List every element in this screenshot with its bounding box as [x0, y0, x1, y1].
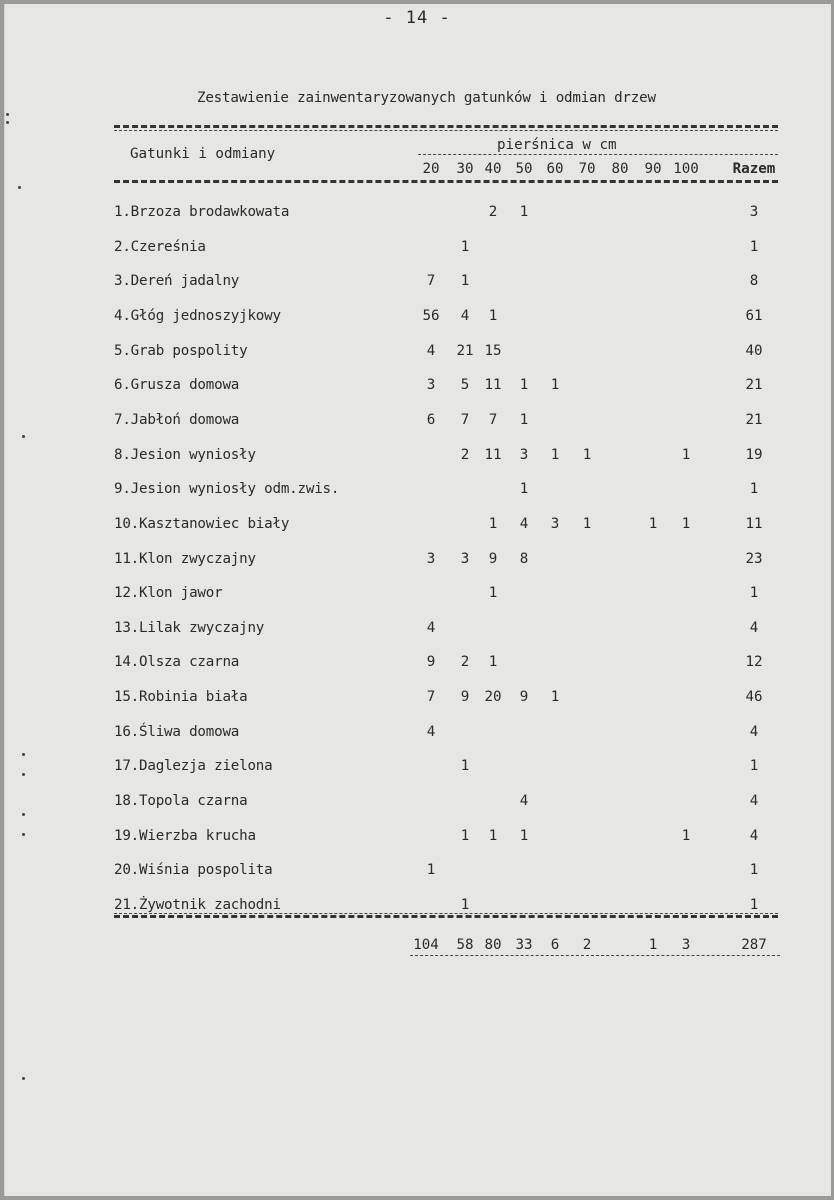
column-header-total: Razem [732, 161, 776, 177]
column-header-30: 30 [456, 161, 474, 177]
count-cell: 3 [426, 550, 436, 567]
species-name: 16.Śliwa domowa [114, 723, 240, 740]
species-name: 21.Żywotnik zachodni [114, 897, 281, 913]
row-total: 4 [749, 619, 759, 636]
count-cell: 1 [460, 827, 470, 844]
species-name: 17.Daglezja zielona [114, 758, 273, 775]
last-row-rule [114, 913, 778, 914]
count-cell: 1 [681, 827, 691, 844]
column-header-40: 40 [484, 161, 502, 177]
count-cell: 3 [460, 550, 470, 567]
scan-speck [18, 186, 21, 189]
grand-total: 287 [741, 937, 767, 953]
count-cell: 4 [426, 723, 436, 740]
scan-speck [22, 773, 25, 776]
species-name: 11.Klon zwyczajny [114, 550, 256, 567]
column-total: 104 [413, 937, 439, 953]
row-total: 11 [745, 515, 763, 532]
species-name: 2.Czereśnia [114, 238, 206, 255]
count-cell: 4 [460, 307, 470, 324]
count-cell: 1 [460, 238, 470, 255]
species-name: 12.Klon jawor [114, 585, 223, 602]
row-total: 1 [749, 238, 759, 255]
count-cell: 1 [519, 481, 529, 498]
count-cell: 9 [460, 689, 470, 706]
count-cell: 3 [550, 515, 560, 532]
row-total: 1 [749, 585, 759, 602]
scan-speck [6, 121, 9, 124]
count-cell: 1 [426, 862, 436, 879]
row-total: 1 [749, 897, 759, 913]
table-bottom-rule [114, 915, 778, 918]
column-header-50: 50 [515, 161, 533, 177]
count-cell: 1 [519, 377, 529, 394]
count-cell: 8 [519, 550, 529, 567]
species-name: 5.Grab pospolity [114, 342, 248, 359]
scan-speck [22, 753, 25, 756]
table-title: Zestawienie zainwentaryzowanych gatunków i odmian drzew [197, 90, 656, 106]
species-name: 18.Topola czarna [114, 793, 248, 810]
count-cell: 7 [426, 689, 436, 706]
count-cell: 7 [460, 411, 470, 428]
count-cell: 1 [681, 446, 691, 463]
page-number: - 14 - [383, 8, 451, 28]
species-name: 13.Lilak zwyczajny [114, 619, 265, 636]
top-rule-second [114, 130, 778, 131]
count-cell: 11 [484, 377, 502, 394]
row-total: 46 [745, 689, 763, 706]
count-cell: 1 [460, 273, 470, 290]
row-total: 21 [745, 377, 763, 394]
row-total: 1 [749, 481, 759, 498]
count-cell: 9 [519, 689, 529, 706]
count-cell: 1 [488, 585, 498, 602]
column-total: 6 [550, 937, 560, 953]
count-cell: 1 [582, 446, 592, 463]
count-cell: 6 [426, 411, 436, 428]
count-cell: 56 [422, 307, 440, 324]
count-cell: 1 [550, 446, 560, 463]
column-total: 58 [456, 937, 474, 953]
species-name: 7.Jabłoń domowa [114, 411, 240, 428]
count-cell: 4 [519, 793, 529, 810]
row-total: 8 [749, 273, 759, 290]
species-column-header: Gatunki i odmiany [130, 146, 276, 162]
count-cell: 1 [681, 515, 691, 532]
diameter-header: pierśnica w cm [497, 137, 617, 153]
count-cell: 7 [488, 411, 498, 428]
species-name: 8.Jesion wyniosły [114, 446, 256, 463]
scan-speck [22, 435, 25, 438]
column-header-100: 100 [673, 161, 699, 177]
count-cell: 1 [648, 515, 658, 532]
row-total: 4 [749, 793, 759, 810]
count-cell: 1 [519, 204, 529, 220]
row-total: 61 [745, 307, 763, 324]
species-name: 3.Dereń jadalny [114, 273, 240, 290]
top-rule [114, 125, 778, 128]
count-cell: 5 [460, 377, 470, 394]
species-name: 4.Głóg jednoszyjkowy [114, 307, 281, 324]
row-total: 19 [745, 446, 763, 463]
scan-speck [22, 813, 25, 816]
count-cell: 9 [488, 550, 498, 567]
scan-speck [22, 1077, 25, 1080]
species-name: 6.Grusza domowa [114, 377, 240, 394]
species-name: 20.Wiśnia pospolita [114, 862, 273, 879]
count-cell: 2 [488, 204, 498, 220]
count-cell: 2 [460, 654, 470, 671]
species-name: 1.Brzoza brodawkowata [114, 204, 290, 220]
count-cell: 1 [488, 515, 498, 532]
species-name: 9.Jesion wyniosły odm.zwis. [114, 481, 340, 498]
column-header-90: 90 [644, 161, 662, 177]
count-cell: 11 [484, 446, 502, 463]
count-cell: 1 [460, 897, 470, 913]
row-total: 4 [749, 827, 759, 844]
row-total: 4 [749, 723, 759, 740]
count-cell: 1 [582, 515, 592, 532]
count-cell: 1 [488, 827, 498, 844]
diameter-header-rule [418, 154, 778, 155]
count-cell: 4 [426, 619, 436, 636]
totals-rule [410, 955, 780, 956]
scan-speck [22, 833, 25, 836]
count-cell: 3 [519, 446, 529, 463]
count-cell: 3 [426, 377, 436, 394]
row-total: 1 [749, 758, 759, 775]
row-total: 21 [745, 411, 763, 428]
row-total: 23 [745, 550, 763, 567]
count-cell: 1 [488, 654, 498, 671]
scan-speck [6, 113, 9, 116]
count-cell: 1 [550, 377, 560, 394]
row-total: 1 [749, 862, 759, 879]
species-name: 15.Robinia biała [114, 689, 248, 706]
column-header-80: 80 [611, 161, 629, 177]
species-name: 19.Wierzba krucha [114, 827, 256, 844]
count-cell: 20 [484, 689, 502, 706]
column-total: 2 [582, 937, 592, 953]
header-bottom-rule [114, 180, 778, 183]
species-name: 14.Olsza czarna [114, 654, 240, 671]
count-cell: 4 [519, 515, 529, 532]
count-cell: 4 [426, 342, 436, 359]
row-total: 12 [745, 654, 763, 671]
count-cell: 7 [426, 273, 436, 290]
column-total: 3 [681, 937, 691, 953]
count-cell: 1 [519, 411, 529, 428]
count-cell: 9 [426, 654, 436, 671]
species-name: 10.Kasztanowiec biały [114, 515, 290, 532]
count-cell: 1 [550, 689, 560, 706]
column-total: 33 [515, 937, 533, 953]
count-cell: 15 [484, 342, 502, 359]
column-header-70: 70 [578, 161, 596, 177]
column-total: 1 [648, 937, 658, 953]
count-cell: 21 [456, 342, 474, 359]
row-total: 3 [749, 204, 759, 220]
count-cell: 2 [460, 446, 470, 463]
count-cell: 1 [488, 307, 498, 324]
column-header-20: 20 [422, 161, 440, 177]
column-total: 80 [484, 937, 502, 953]
row-total: 40 [745, 342, 763, 359]
count-cell: 1 [519, 827, 529, 844]
column-header-60: 60 [546, 161, 564, 177]
count-cell: 1 [460, 758, 470, 775]
